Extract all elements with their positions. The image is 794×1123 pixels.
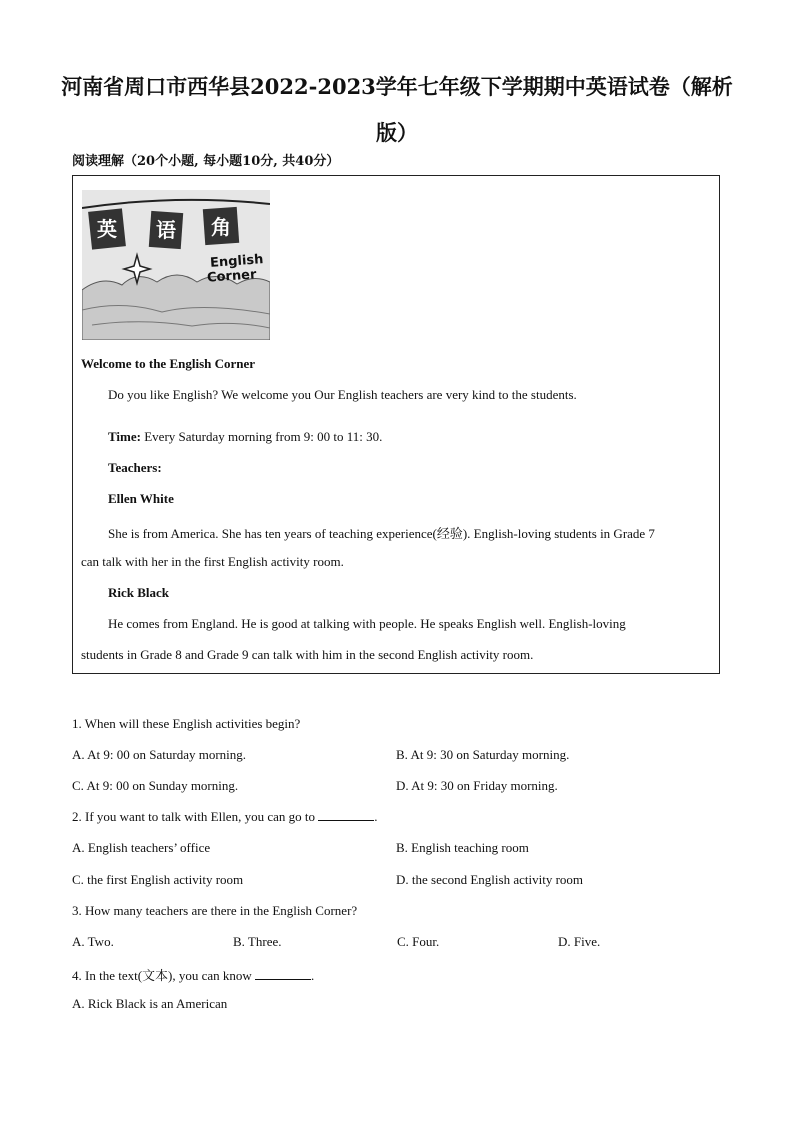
question-2-option-a: A. English teachers’ office: [72, 840, 211, 855]
teacher2-line2: students in Grade 8 and Grade 9 can talk with him in the second English activity room.: [81, 647, 534, 662]
teacher2-name: Rick Black: [108, 585, 170, 600]
question-4-stem-line: [72, 965, 314, 984]
question-4-stem-end: .: [311, 968, 315, 983]
time-line: [108, 429, 382, 445]
logo-caption-1: English: [209, 252, 264, 271]
passage-intro: Do you like English? We welcome you Our English teachers are very kind to the students.: [108, 387, 577, 402]
question-2-option-b: B. English teaching room: [396, 840, 529, 855]
section-heading: 阅读理解（20个小题, 每小题10分, 共40分）: [72, 154, 340, 169]
page-title: 河南省周口市西华县2022-2023学年七年级下学期期中英语试卷（解析版）: [61, 74, 733, 145]
time-label: Time:: [108, 429, 141, 444]
question-3-option-c: C. Four.: [397, 934, 440, 949]
english-corner-logo: [82, 190, 270, 340]
teacher1-line1: She is from America. She has ten years of teaching experience(经验). English-loving students in Grade 7: [108, 526, 655, 541]
question-1-option-d: D. At 9: 30 on Friday morning.: [396, 778, 558, 793]
question-3-stem: 3. How many teachers are there in the English Corner?: [72, 903, 358, 918]
question-2-stem-line: [72, 809, 377, 825]
teacher1-line2: can talk with her in the first English activity room.: [81, 554, 344, 569]
question-1-option-a: A. At 9: 00 on Saturday morning.: [72, 747, 247, 762]
passage-heading: Welcome to the English Corner: [81, 356, 256, 371]
question-3-option-d: D. Five.: [558, 934, 601, 949]
question-3-option-b: B. Three.: [233, 934, 282, 949]
question-2-stem: 2. If you want to talk with Ellen, you can go to: [72, 809, 319, 824]
logo-card-1: 英: [97, 217, 117, 241]
question-2-option-d: D. the second English activity room: [396, 872, 584, 887]
question-1-option-b: B. At 9: 30 on Saturday morning.: [396, 747, 570, 762]
logo-card-2: 语: [156, 218, 176, 242]
question-4-option-a: A. Rick Black is an American: [72, 996, 228, 1011]
teachers-label: Teachers:: [108, 460, 162, 475]
question-1-stem: 1. When will these English activities begin?: [72, 716, 301, 731]
question-2-option-c: C. the first English activity room: [72, 872, 244, 887]
question-4-stem: 4. In the text(文本), you can know: [72, 968, 256, 983]
question-1-option-c: C. At 9: 00 on Sunday morning.: [72, 778, 239, 793]
teacher2-line1: He comes from England. He is good at talking with people. He speaks English well. English-loving: [108, 616, 626, 631]
logo-card-3: 角: [211, 215, 231, 239]
question-3-option-a: A. Two.: [72, 934, 114, 949]
answer-blank: [318, 809, 374, 821]
answer-blank: [255, 968, 311, 980]
time-value: Every Saturday morning from 9: 00 to 11: 30.: [140, 429, 383, 444]
logo-caption-2: Corner: [206, 267, 257, 286]
teacher1-name: Ellen White: [108, 491, 174, 506]
question-2-stem-end: .: [374, 809, 378, 824]
